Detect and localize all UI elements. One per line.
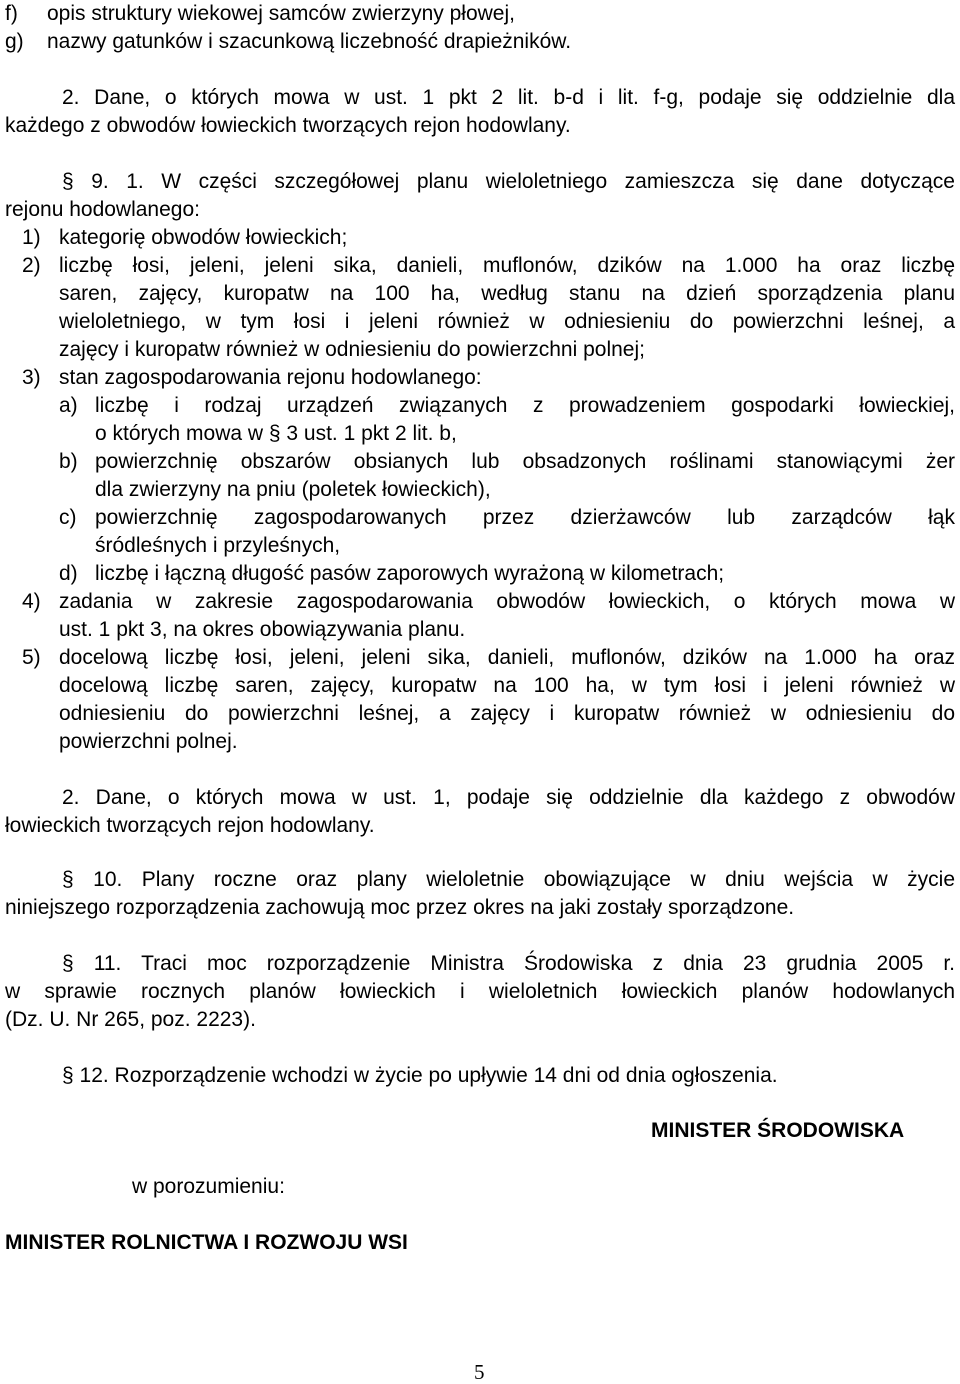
section-11-line2: w sprawie rocznych planów łowieckich i wieloletnich łowieckich planów hodowlanych (5, 980, 955, 1003)
subitem-a-line2: o których mowa w § 3 ust. 1 pkt 2 lit. b, (95, 422, 457, 445)
subitem-marker-a: a) (59, 394, 78, 417)
paragraph-2a-line2: każdego z obwodów łowieckich tworzących rejon hodowlany. (5, 114, 571, 137)
item-marker-4: 4) (22, 590, 41, 613)
item-5-line1: docelową liczbę łosi, jeleni, jeleni sika, danieli, muflonów, dzików na 1.000 ha oraz (59, 646, 955, 669)
item-marker-3: 3) (22, 366, 41, 389)
minister-agriculture-signature: MINISTER ROLNICTWA I ROZWOJU WSI (5, 1231, 408, 1254)
page-number: 5 (474, 1360, 485, 1384)
item-marker-2: 2) (22, 254, 41, 277)
item-5-line2: docelową liczbę saren, zajęcy, kuropatw na 100 ha, w tym łosi i jeleni również w (59, 674, 955, 697)
subitem-marker-d: d) (59, 562, 78, 585)
list-marker-f: f) (5, 2, 18, 25)
subitem-marker-b: b) (59, 450, 78, 473)
section-10-line1: § 10. Plany roczne oraz plany wieloletnie obowiązujące w dniu wejścia w życie (62, 868, 955, 891)
item-2-line4: zajęcy i kuropatw również w odniesieniu do powierzchni polnej; (59, 338, 645, 361)
item-5-line3: odniesieniu do powierzchni leśnej, a zajęcy i kuropatw również w odniesieniu do (59, 702, 955, 725)
item-marker-1: 1) (22, 226, 41, 249)
item-marker-5: 5) (22, 646, 41, 669)
section-12-line1: § 12. Rozporządzenie wchodzi w życie po upływie 14 dni od dnia ogłoszenia. (62, 1064, 778, 1087)
item-5-line4: powierzchni polnej. (59, 730, 238, 753)
paragraph-2b-line2: łowieckich tworzących rejon hodowlany. (5, 814, 375, 837)
list-marker-g: g) (5, 30, 24, 53)
subitem-b-line2: dla zwierzyny na pniu (poletek łowieckich), (95, 478, 491, 501)
subitem-b-line1: powierzchnię obszarów obsianych lub obsadzonych roślinami stanowiącymi żer (95, 450, 955, 473)
subitem-d-line1: liczbę i łączną długość pasów zaporowych wyrażoną w kilometrach; (95, 562, 725, 585)
section-11-line1: § 11. Traci moc rozporządzenie Ministra Środowiska z dnia 23 grudnia 2005 r. (62, 952, 955, 975)
subitem-c-line2: śródleśnych i przyleśnych, (95, 534, 341, 557)
item-2-line2: saren, zajęcy, kuropatw na 100 ha, według stanu na dzień sporządzenia planu (59, 282, 955, 305)
section-9-line1: § 9. 1. W części szczegółowej planu wieloletniego zamieszcza się dane dotyczące (62, 170, 955, 193)
agreement-label: w porozumieniu: (132, 1175, 285, 1198)
item-1-line: kategorię obwodów łowieckich; (59, 226, 348, 249)
subitem-c-line1: powierzchnię zagospodarowanych przez dzierżawców lub zarządców łąk (95, 506, 955, 529)
subitem-marker-c: c) (59, 506, 77, 529)
item-2-line1: liczbę łosi, jeleni, jeleni sika, danieli, muflonów, dzików na 1.000 ha oraz liczbę (59, 254, 955, 277)
item-3-line: stan zagospodarowania rejonu hodowlanego: (59, 366, 482, 389)
item-4-line1: zadania w zakresie zagospodarowania obwodów łowieckich, o których mowa w (59, 590, 955, 613)
paragraph-2b-line1: 2. Dane, o których mowa w ust. 1, podaje się oddzielnie dla każdego z obwodów (62, 786, 955, 809)
item-2-line3: wieloletniego, w tym łosi i jeleni również w odniesieniu do powierzchni leśnej, a (59, 310, 955, 333)
subitem-a-line1: liczbę i rodzaj urządzeń związanych z prowadzeniem gospodarki łowieckiej, (95, 394, 955, 417)
list-item-f: opis struktury wiekowej samców zwierzyny płowej, (47, 2, 515, 25)
section-9-line2: rejonu hodowlanego: (5, 198, 200, 221)
minister-environment-signature: MINISTER ŚRODOWISKA (651, 1119, 905, 1142)
paragraph-2a-line1: 2. Dane, o których mowa w ust. 1 pkt 2 lit. b-d i lit. f-g, podaje się oddzielnie dla (62, 86, 955, 109)
item-4-line2: ust. 1 pkt 3, na okres obowiązywania planu. (59, 618, 466, 641)
list-item-g: nazwy gatunków i szacunkową liczebność drapieżników. (47, 30, 572, 53)
section-11-line3: (Dz. U. Nr 265, poz. 2223). (5, 1008, 256, 1031)
section-10-line2: niniejszego rozporządzenia zachowują moc przez okres na jaki zostały sporządzone. (5, 896, 795, 919)
